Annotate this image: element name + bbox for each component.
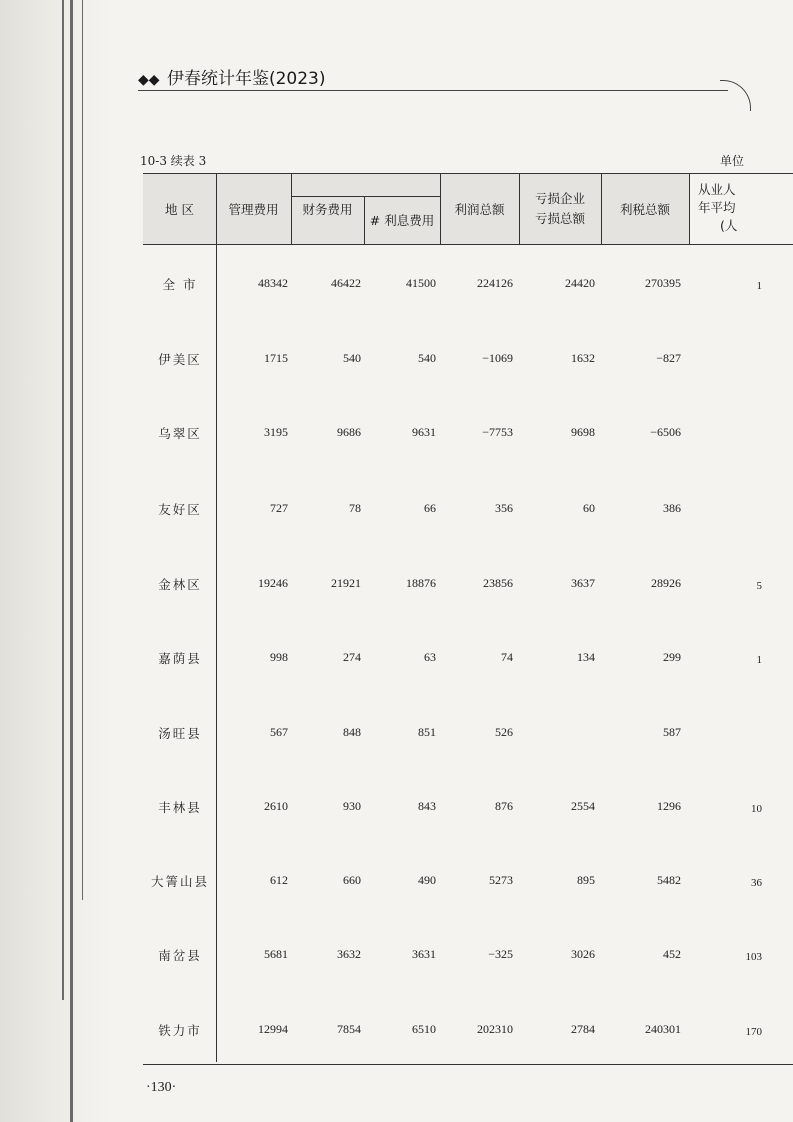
table-cell: 998 bbox=[270, 650, 288, 664]
table-cell: 660 bbox=[343, 873, 361, 887]
book-header bbox=[138, 64, 325, 89]
table-cell: 490 bbox=[418, 873, 436, 887]
table-cell: 386 bbox=[663, 501, 681, 515]
table-cell-truncated: 1 bbox=[756, 280, 762, 292]
table-cell: 5273 bbox=[489, 873, 513, 887]
table-cell: 19246 bbox=[258, 576, 288, 590]
table-cell: 270395 bbox=[645, 276, 681, 290]
header-bottom-rule bbox=[143, 244, 793, 245]
table-cell: 63 bbox=[424, 650, 436, 664]
table-cell: 60 bbox=[583, 501, 595, 515]
table-cell: 134 bbox=[577, 650, 595, 664]
table-cell: 274 bbox=[343, 650, 361, 664]
table-cell-truncated: 5 bbox=[756, 580, 762, 592]
header-total-profit: 利润总额 bbox=[454, 202, 505, 217]
table-cell: 18876 bbox=[406, 576, 436, 590]
table-cell: −7753 bbox=[482, 425, 513, 439]
binding-line bbox=[82, 0, 83, 900]
table-cell: 3632 bbox=[337, 947, 361, 961]
table-cell: 356 bbox=[495, 501, 513, 515]
table-cell: 1632 bbox=[571, 351, 595, 365]
header-finance-cost: 财务费用 bbox=[302, 202, 353, 217]
row-region-label: 金林区 bbox=[158, 577, 202, 592]
table-cell: 1715 bbox=[264, 351, 288, 365]
table-cell: −827 bbox=[656, 351, 681, 365]
table-cell-truncated: 1 bbox=[756, 654, 762, 666]
unit-label: 单位 bbox=[720, 154, 745, 168]
header-rule bbox=[138, 90, 728, 91]
table-cell: 727 bbox=[270, 501, 288, 515]
page-number: ·130· bbox=[146, 1080, 177, 1095]
row-region-label: 乌翠区 bbox=[158, 426, 202, 441]
table-cell: 9686 bbox=[337, 425, 361, 439]
table-cell: 224126 bbox=[477, 276, 513, 290]
row-region-label: 丰林县 bbox=[158, 800, 202, 815]
table-cell: 2554 bbox=[571, 799, 595, 813]
table-cell: 46422 bbox=[331, 276, 361, 290]
header-admin-cost: 管理费用 bbox=[228, 202, 279, 217]
table-cell: −6506 bbox=[650, 425, 681, 439]
table-cell: 851 bbox=[418, 725, 436, 739]
table-cell: 7854 bbox=[337, 1022, 361, 1036]
table-cell: 28926 bbox=[651, 576, 681, 590]
table-cell: 3195 bbox=[264, 425, 288, 439]
table-cell: 74 bbox=[501, 650, 513, 664]
table-id: 10-3 续表 3 bbox=[140, 154, 207, 168]
diamond-icon: ◆◆ bbox=[138, 72, 160, 88]
table-cell: 1296 bbox=[657, 799, 681, 813]
table-cell: 24420 bbox=[565, 276, 595, 290]
table-cell: 3026 bbox=[571, 947, 595, 961]
table-cell-truncated: 170 bbox=[745, 1026, 762, 1038]
header-employees: 从业人 bbox=[698, 182, 736, 197]
book-title: 伊春统计年鉴(2023) bbox=[166, 69, 326, 89]
table-cell: 9631 bbox=[412, 425, 436, 439]
table-cell: 452 bbox=[663, 947, 681, 961]
column-divider bbox=[216, 174, 217, 1062]
table-cell: 526 bbox=[495, 725, 513, 739]
table-cell-truncated: 103 bbox=[745, 951, 762, 963]
table-cell: 895 bbox=[577, 873, 595, 887]
table-cell: 23856 bbox=[483, 576, 513, 590]
table-cell: 202310 bbox=[477, 1022, 513, 1036]
table-cell: 876 bbox=[495, 799, 513, 813]
table-cell: 540 bbox=[418, 351, 436, 365]
table-cell: −325 bbox=[488, 947, 513, 961]
header-employees: 年平均 bbox=[698, 200, 736, 215]
binding-line bbox=[70, 0, 73, 1122]
header-sub-rule bbox=[291, 196, 440, 197]
table-cell: 843 bbox=[418, 799, 436, 813]
table-cell: 2610 bbox=[264, 799, 288, 813]
table-cell: 612 bbox=[270, 873, 288, 887]
table-cell-truncated: 36 bbox=[751, 877, 762, 889]
table-cell: 587 bbox=[663, 725, 681, 739]
table-cell: 41500 bbox=[406, 276, 436, 290]
table-cell-truncated: 10 bbox=[751, 803, 762, 815]
data-table bbox=[143, 173, 793, 1065]
table-cell: 48342 bbox=[258, 276, 288, 290]
row-region-label: 友好区 bbox=[158, 502, 202, 517]
header-loss-enterprise: 亏损企业 bbox=[534, 191, 585, 206]
table-cell: 540 bbox=[343, 351, 361, 365]
table-cell: 6510 bbox=[412, 1022, 436, 1036]
table-cell: 78 bbox=[349, 501, 361, 515]
table-cell: 21921 bbox=[331, 576, 361, 590]
header-employees: (人 bbox=[720, 218, 738, 233]
row-region-label: 铁力市 bbox=[158, 1023, 202, 1038]
table-cell: 2784 bbox=[571, 1022, 595, 1036]
table-cell: 848 bbox=[343, 725, 361, 739]
table-cell: 5482 bbox=[657, 873, 681, 887]
table-cell: 5681 bbox=[264, 947, 288, 961]
table-cell: 930 bbox=[343, 799, 361, 813]
table-cell: 3637 bbox=[571, 576, 595, 590]
table-cell: 299 bbox=[663, 650, 681, 664]
row-region-label: 伊美区 bbox=[158, 352, 202, 367]
row-region-label: 南岔县 bbox=[158, 948, 202, 963]
book-binding-shadow bbox=[0, 0, 110, 1122]
table-cell: 66 bbox=[424, 501, 436, 515]
table-cell: 240301 bbox=[645, 1022, 681, 1036]
table-cell: 9698 bbox=[571, 425, 595, 439]
header-loss-total: 亏损总额 bbox=[534, 211, 585, 226]
table-cell: 3631 bbox=[412, 947, 436, 961]
column-divider bbox=[519, 174, 520, 244]
column-divider bbox=[689, 174, 690, 244]
row-region-label: 汤旺县 bbox=[158, 726, 202, 741]
table-cell: 12994 bbox=[258, 1022, 288, 1036]
header-curve bbox=[720, 80, 751, 111]
header-profit-tax: 利税总额 bbox=[619, 202, 670, 217]
header-region: 地 区 bbox=[165, 202, 194, 217]
header-interest-cost: # 利息费用 bbox=[369, 213, 435, 228]
row-region-label: 嘉荫县 bbox=[158, 651, 202, 666]
row-region-label: 全 市 bbox=[162, 277, 198, 292]
binding-line bbox=[62, 0, 64, 1000]
table-cell: 567 bbox=[270, 725, 288, 739]
row-region-label: 大箐山县 bbox=[150, 874, 209, 889]
table-cell: −1069 bbox=[482, 351, 513, 365]
